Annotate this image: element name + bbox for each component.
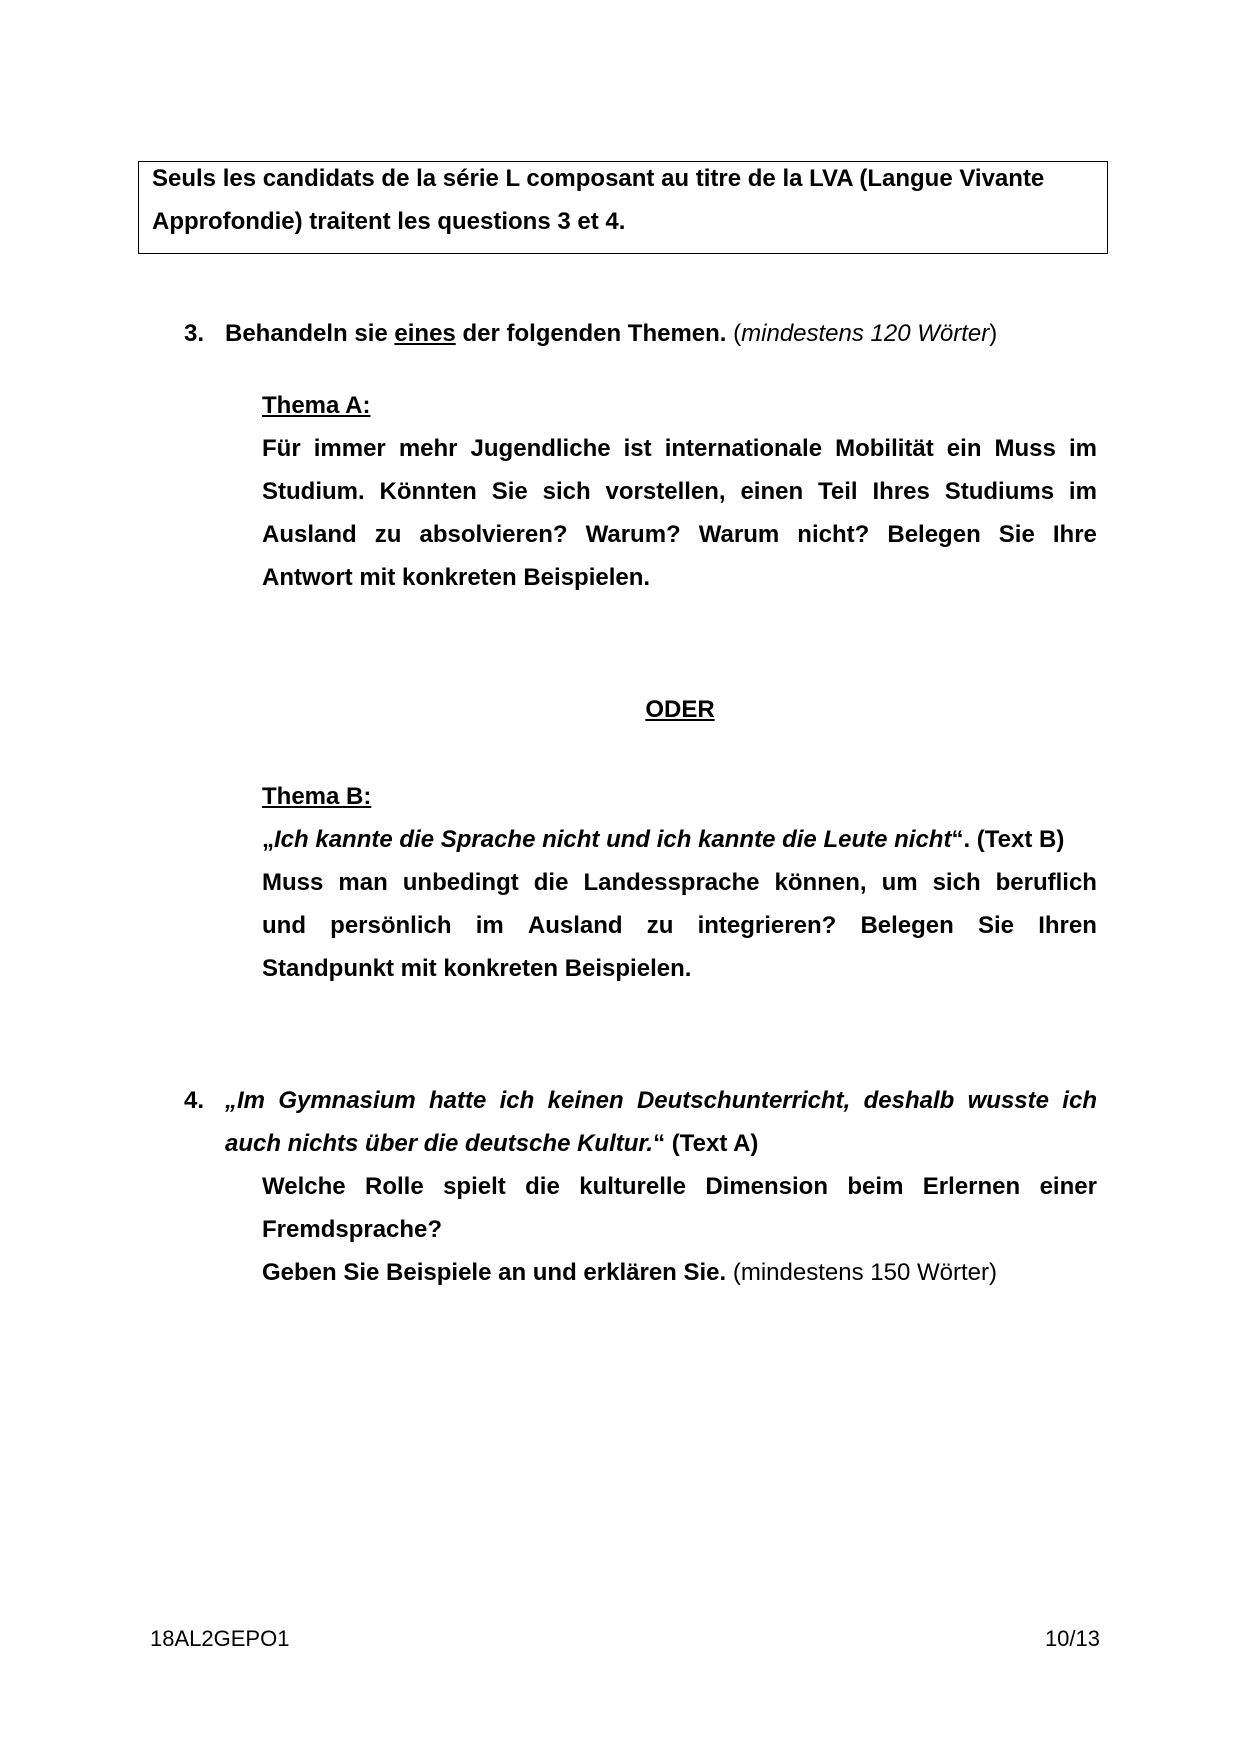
- footer-page-number: 10/13: [1044, 1626, 1100, 1651]
- thema-a-title: Thema A:: [262, 392, 371, 419]
- thema-b-title: Thema B:: [262, 783, 372, 810]
- question-3-heading: [225, 318, 997, 350]
- notice-line-1: Seuls les candidats de la série L composant au titre de la LVA (Langue Vivante: [152, 165, 1045, 192]
- q3-underlined-word: eines: [394, 320, 456, 347]
- q3-text-a: Behandeln sie: [225, 320, 388, 347]
- oder-separator: ODER: [645, 696, 715, 723]
- q4-last-line: Geben Sie Beispiele an und erklären Sie. (mindestens 150 Wörter): [262, 1259, 997, 1286]
- thema-b-line-3: Standpunkt mit konkreten Beispielen.: [262, 955, 692, 982]
- question-4-number: 4.: [184, 1087, 205, 1114]
- q4-line-1: Welche Rolle spielt die kulturelle Dimension beim Erlernen einer: [262, 1173, 1097, 1200]
- thema-a-line-3: Ausland zu absolvieren? Warum? Warum nicht? Belegen Sie Ihre: [262, 521, 1097, 548]
- thema-a-line-2: Studium. Könnten Sie sich vorstellen, einen Teil Ihres Studiums im: [262, 478, 1097, 505]
- question-3-number: 3.: [184, 320, 205, 347]
- thema-a-line-4: Antwort mit konkreten Beispielen.: [262, 564, 651, 591]
- thema-b-quote-text: Ich kannte die Sprache nicht und ich kannte die Leute nicht: [274, 826, 952, 853]
- thema-b-quote: „Ich kannte die Sprache nicht und ich kannte die Leute nicht“. (Text B): [262, 826, 1065, 853]
- footer-code: 18AL2GEPO1: [150, 1626, 290, 1651]
- q3-note: (mindestens 120 Wörter): [733, 320, 998, 347]
- q4-line-2: Fremdsprache?: [262, 1216, 443, 1243]
- thema-b-line-1: Muss man unbedingt die Landessprache können, um sich beruflich: [262, 869, 1097, 896]
- q4-quote-line-1: „Im Gymnasium hatte ich keinen Deutschunterricht, deshalb wusste ich: [225, 1087, 1097, 1114]
- notice-line-2: Approfondie) traitent les questions 3 et 4.: [152, 208, 626, 235]
- thema-b-line-2: und persönlich im Ausland zu integrieren? Belegen Sie Ihren: [262, 912, 1097, 939]
- notice-box: [138, 161, 1108, 254]
- q3-text-b: der folgenden Themen.: [462, 320, 727, 347]
- thema-a-line-1: Für immer mehr Jugendliche ist internationale Mobilität ein Muss im: [262, 435, 1097, 462]
- q4-quote-line-2: auch nichts über die deutsche Kultur.“ (Text A): [225, 1130, 759, 1157]
